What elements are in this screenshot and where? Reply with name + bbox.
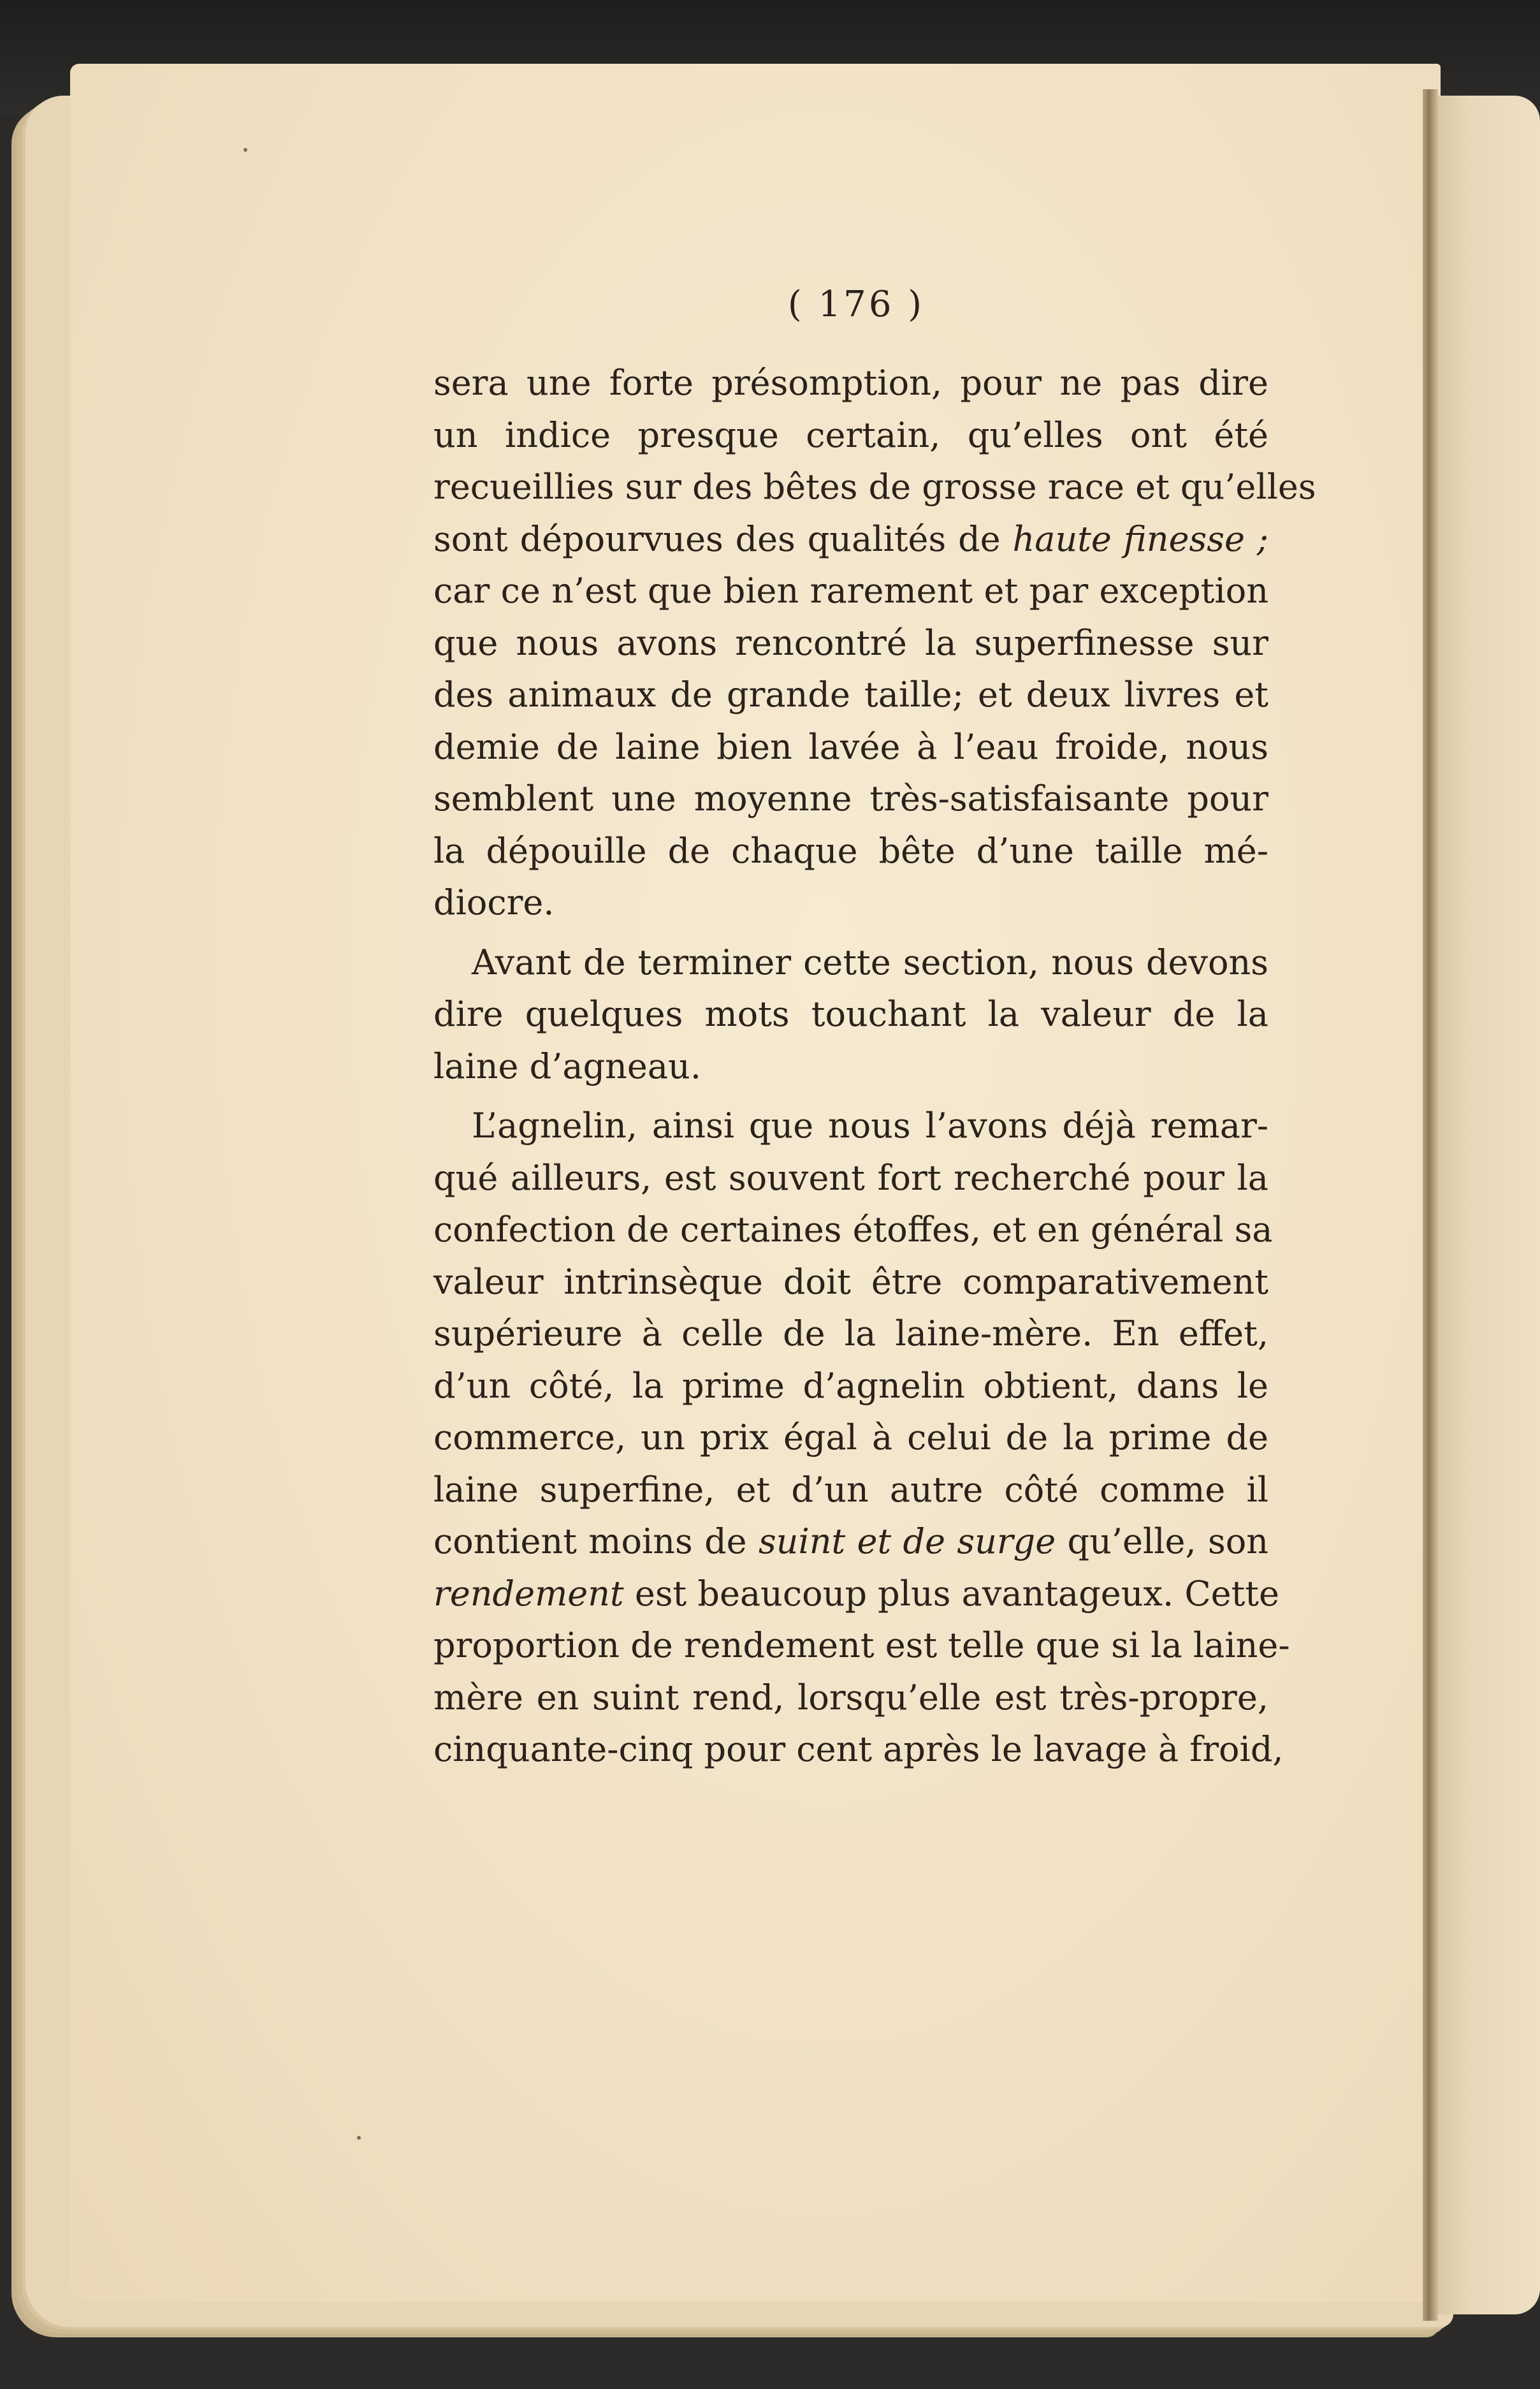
text-line xyxy=(433,669,1268,721)
body-text xyxy=(433,357,1316,1776)
text-segment: L’agnelin, ainsi que nous l’avons déjà remar- xyxy=(472,1106,1268,1146)
text-segment: la dépouille de chaque bête d’une taille mé- xyxy=(433,830,1268,871)
text-line xyxy=(433,409,1268,462)
text-line xyxy=(433,1619,1290,1672)
text-segment: contient moins de xyxy=(433,1521,759,1561)
text-segment: diocre. xyxy=(433,882,555,923)
text-segment: sont dépourvues des qualités de xyxy=(433,518,1013,559)
text-segment: mère en suint rend, lorsqu’elle est très-propre, xyxy=(433,1677,1268,1718)
italic-text: suint et de surge xyxy=(758,1521,1056,1561)
paragraph xyxy=(433,357,1316,929)
facing-page-edge xyxy=(1438,96,1540,2314)
text-line xyxy=(433,461,1316,513)
text-line xyxy=(433,1308,1268,1360)
text-segment: demie de laine bien lavée à l’eau froide, nous xyxy=(433,726,1268,767)
paragraph-gap xyxy=(433,929,1268,937)
text-segment: est beaucoup plus avantageux. Cette xyxy=(623,1573,1279,1614)
text-segment: supérieure à celle de la laine-mère. En effet, xyxy=(433,1313,1268,1354)
text-segment: confection de certaines étoffes, et en général sa xyxy=(433,1209,1273,1250)
page-number: ( 176 ) xyxy=(787,284,925,325)
text-line xyxy=(433,1100,1268,1152)
text-line xyxy=(433,617,1268,669)
book-gutter xyxy=(1423,89,1438,2321)
text-segment: valeur intrinsèque doit être comparativement xyxy=(433,1261,1268,1302)
paper-speck xyxy=(357,2136,361,2140)
italic-text: rendement xyxy=(433,1573,624,1614)
text-line xyxy=(433,825,1268,877)
text-line xyxy=(433,1041,1268,1093)
text-segment: Avant de terminer cette section, nous devons xyxy=(472,942,1268,983)
italic-text: haute finesse ; xyxy=(1012,518,1268,559)
text-segment: un indice presque certain, qu’elles ont été xyxy=(433,414,1268,455)
text-line xyxy=(433,937,1268,989)
text-segment: d’un côté, la prime d’agnelin obtient, dans le xyxy=(433,1365,1268,1406)
text-segment: proportion de rendement est telle que si la laine- xyxy=(433,1625,1290,1665)
text-segment: que nous avons rencontré la superfinesse sur xyxy=(433,622,1268,663)
text-segment: des animaux de grande taille; et deux livres et xyxy=(433,675,1268,715)
text-line xyxy=(433,1360,1268,1412)
text-segment: car ce n’est que bien rarement et par exception xyxy=(433,571,1268,611)
text-line xyxy=(433,988,1268,1041)
text-segment: laine d’agneau. xyxy=(433,1046,702,1086)
text-line xyxy=(433,1723,1284,1776)
text-line xyxy=(433,1256,1268,1308)
text-line xyxy=(433,1412,1268,1464)
text-segment: dire quelques mots touchant la valeur de la xyxy=(433,994,1268,1034)
paragraph xyxy=(433,1100,1290,1776)
text-segment: semblent une moyenne très-satisfaisante pour xyxy=(433,778,1268,819)
text-line xyxy=(433,1568,1279,1620)
text-line xyxy=(433,1464,1268,1516)
text-line xyxy=(433,773,1268,825)
text-line xyxy=(433,1516,1268,1568)
text-line xyxy=(433,565,1268,617)
text-line xyxy=(433,877,1268,929)
paragraph-gap xyxy=(433,1092,1268,1100)
text-segment: laine superfine, et d’un autre côté comme il xyxy=(433,1469,1268,1510)
text-segment: cinquante-cinq pour cent après le lavage à froid, xyxy=(433,1729,1284,1769)
text-line xyxy=(433,513,1268,566)
text-line xyxy=(433,721,1268,773)
text-segment: recueillies sur des bêtes de grosse race et qu’elles xyxy=(433,467,1316,507)
text-segment: commerce, un prix égal à celui de la prime de xyxy=(433,1417,1268,1458)
paper-speck xyxy=(243,148,247,152)
text-segment: qué ailleurs, est souvent fort recherché pour la xyxy=(433,1157,1268,1198)
text-segment: qu’elle, son xyxy=(1056,1521,1269,1561)
text-line xyxy=(433,1672,1268,1724)
paragraph xyxy=(433,937,1268,1093)
text-line xyxy=(433,357,1268,409)
text-line xyxy=(433,1204,1273,1256)
text-line xyxy=(433,1152,1268,1204)
text-segment: sera une forte présomption, pour ne pas dire xyxy=(433,363,1268,403)
